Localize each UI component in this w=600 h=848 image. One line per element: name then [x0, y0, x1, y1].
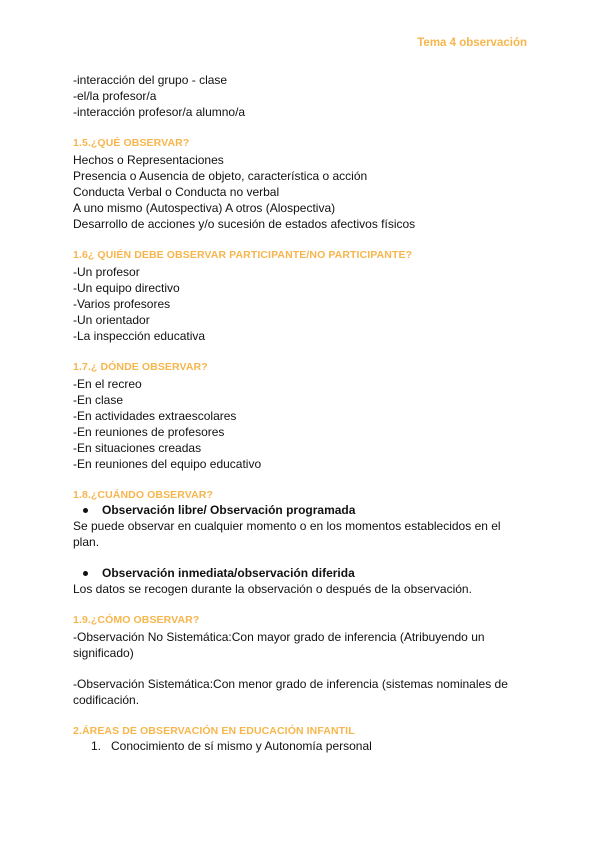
section-heading-donde-observar: 1.7.¿ DÓNDE OBSERVAR?	[73, 361, 208, 373]
numbered-item	[73, 738, 528, 754]
paragraph: -Observación No Sistemática:Con mayor grado de inferencia (Atribuyendo un significado)	[73, 630, 485, 660]
bullet-item	[73, 565, 528, 581]
section-heading-areas-observacion: 2.ÁREAS DE OBSERVACIÓN EN EDUCACIÓN INFANTIL	[73, 725, 355, 737]
list-item: -Un equipo directivo	[73, 281, 180, 295]
bullet-dot-icon	[83, 571, 88, 576]
intro-line: -el/la profesor/a	[73, 89, 157, 103]
section-heading-como-observar: 1.9.¿CÓMO OBSERVAR?	[73, 614, 200, 626]
document-body	[73, 72, 528, 754]
bullet-label: Observación libre/ Observación programada	[102, 503, 356, 517]
paragraph: -Observación Sistemática:Con menor grado de inferencia (sistemas nominales de codificación.	[73, 677, 508, 707]
list-item: -En el recreo	[73, 377, 142, 391]
list-item: A uno mismo (Autospectiva) A otros (Alospectiva)	[73, 201, 336, 215]
paragraph: Los datos se recogen durante la observación o después de la observación.	[73, 582, 472, 596]
list-item: -Un profesor	[73, 265, 140, 279]
bullet-dot-icon	[83, 508, 88, 513]
list-item: Conducta Verbal o Conducta no verbal	[73, 185, 280, 199]
list-item: Desarrollo de acciones y/o sucesión de estados afectivos físicos	[73, 217, 416, 231]
section-heading-que-observar: 1.5.¿QUÉ OBSERVAR?	[73, 137, 190, 149]
bullet-item	[73, 502, 528, 518]
list-item: -Varios profesores	[73, 297, 171, 311]
section-heading-quien-observar: 1.6¿ QUIÉN DEBE OBSERVAR PARTICIPANTE/NO PARTICIPANTE?	[73, 249, 413, 261]
item-number: 1.	[91, 739, 102, 753]
bullet-label: Observación inmediata/observación diferida	[102, 566, 355, 580]
list-item: -En situaciones creadas	[73, 441, 202, 455]
intro-line: -interacción del grupo - clase	[73, 73, 228, 87]
intro-line: -interacción profesor/a alumno/a	[73, 105, 246, 119]
section-heading-cuando-observar: 1.8.¿CUÁNDO OBSERVAR?	[73, 489, 213, 501]
list-item: -En reuniones de profesores	[73, 425, 225, 439]
list-item: -En actividades extraescolares	[73, 409, 237, 423]
item-text: Conocimiento de sí mismo y Autonomía personal	[111, 739, 372, 753]
paragraph: Se puede observar en cualquier momento o en los momentos establecidos en el plan.	[73, 519, 501, 549]
list-item: -La inspección educativa	[73, 329, 206, 343]
list-item: -En reuniones del equipo educativo	[73, 457, 262, 471]
document-header-title: Tema 4 observación	[417, 37, 527, 49]
list-item: Presencia o Ausencia de objeto, característica o acción	[73, 169, 368, 183]
list-item: Hechos o Representaciones	[73, 153, 224, 167]
list-item: -Un orientador	[73, 313, 150, 327]
list-item: -En clase	[73, 393, 124, 407]
